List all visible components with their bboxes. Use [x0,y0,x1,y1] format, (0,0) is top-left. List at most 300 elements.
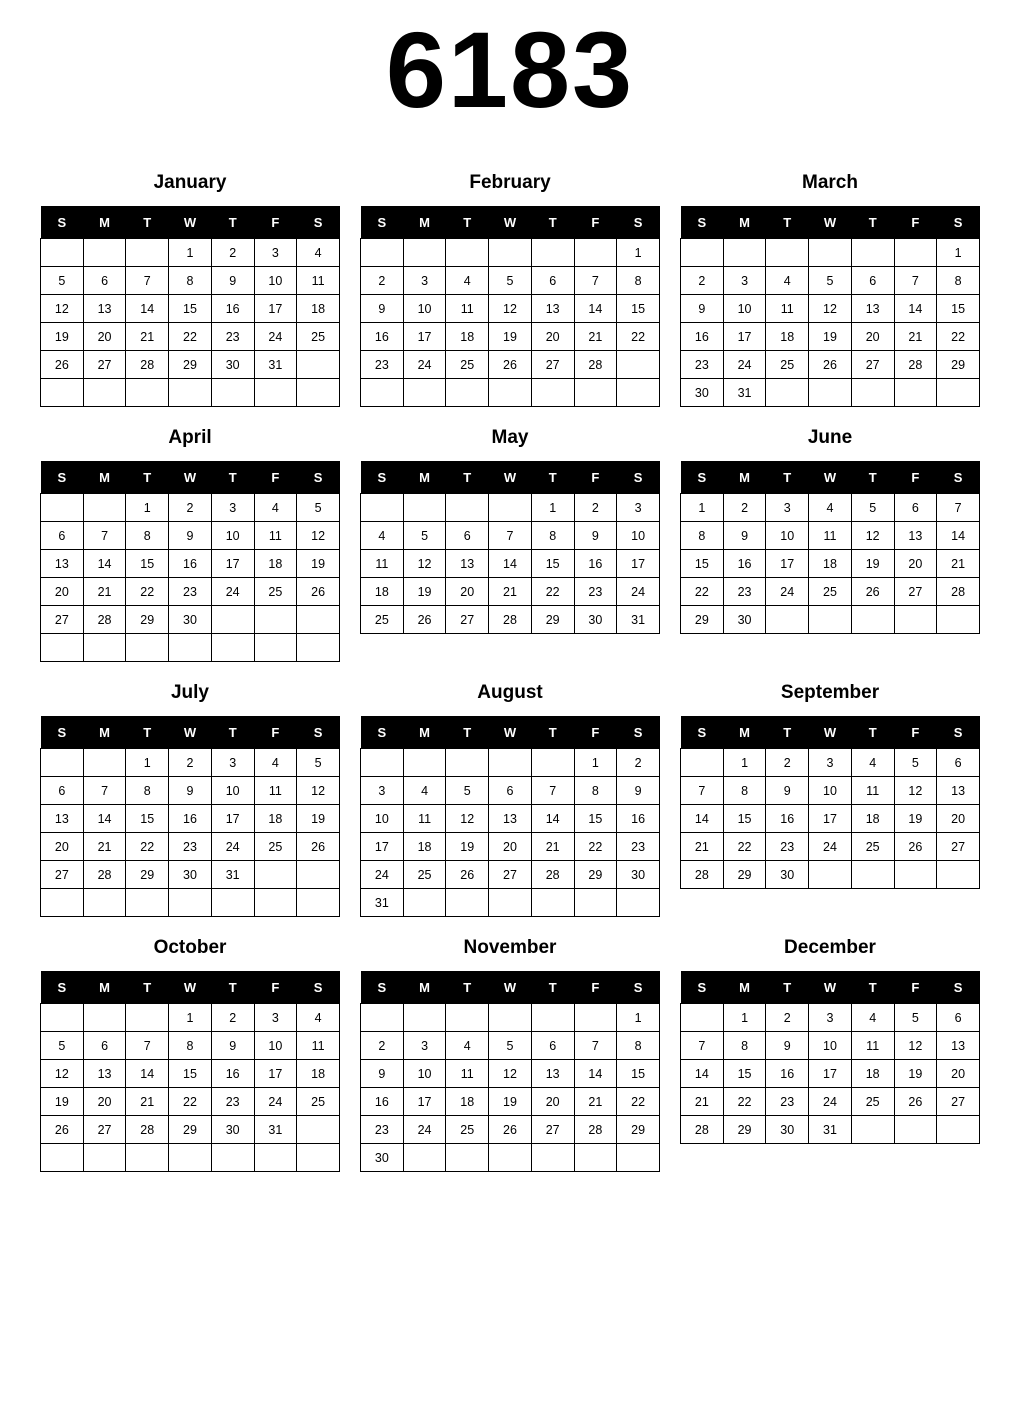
day-cell[interactable]: 13 [41,805,84,833]
day-cell[interactable]: 23 [211,323,254,351]
day-cell[interactable]: 13 [894,522,937,550]
day-cell[interactable]: 1 [574,749,617,777]
day-cell[interactable]: 11 [809,522,852,550]
day-cell[interactable]: 18 [361,578,404,606]
day-cell[interactable]: 1 [723,749,766,777]
day-cell[interactable]: 2 [617,749,660,777]
day-cell[interactable]: 28 [83,861,126,889]
day-cell[interactable]: 27 [83,351,126,379]
day-cell[interactable]: 24 [361,861,404,889]
day-cell[interactable]: 13 [83,1060,126,1088]
day-cell[interactable]: 26 [297,578,340,606]
day-cell[interactable]: 15 [723,805,766,833]
day-cell[interactable]: 5 [41,267,84,295]
day-cell[interactable]: 16 [766,1060,809,1088]
day-cell[interactable]: 5 [894,1004,937,1032]
day-cell[interactable]: 7 [126,267,169,295]
day-cell[interactable]: 5 [297,749,340,777]
day-cell[interactable]: 18 [403,833,446,861]
day-cell[interactable]: 1 [617,239,660,267]
day-cell[interactable]: 24 [809,1088,852,1116]
day-cell[interactable]: 9 [766,1032,809,1060]
day-cell[interactable]: 16 [361,323,404,351]
day-cell[interactable]: 1 [126,494,169,522]
day-cell[interactable]: 1 [126,749,169,777]
day-cell[interactable]: 8 [126,777,169,805]
day-cell[interactable]: 21 [489,578,532,606]
day-cell[interactable]: 8 [531,522,574,550]
day-cell[interactable]: 13 [937,1032,980,1060]
day-cell[interactable]: 18 [446,323,489,351]
day-cell[interactable]: 21 [83,578,126,606]
day-cell[interactable]: 25 [403,861,446,889]
day-cell[interactable]: 16 [723,550,766,578]
day-cell[interactable]: 19 [403,578,446,606]
day-cell[interactable]: 5 [489,267,532,295]
day-cell[interactable]: 14 [83,550,126,578]
day-cell[interactable]: 4 [254,494,297,522]
day-cell[interactable]: 25 [446,351,489,379]
day-cell[interactable]: 13 [446,550,489,578]
day-cell[interactable]: 5 [809,267,852,295]
day-cell[interactable]: 10 [211,777,254,805]
day-cell[interactable]: 20 [41,578,84,606]
day-cell[interactable]: 28 [126,1116,169,1144]
day-cell[interactable]: 4 [851,749,894,777]
day-cell[interactable]: 28 [83,606,126,634]
day-cell[interactable]: 18 [851,805,894,833]
day-cell[interactable]: 15 [574,805,617,833]
day-cell[interactable]: 18 [809,550,852,578]
day-cell[interactable]: 1 [937,239,980,267]
day-cell[interactable]: 6 [446,522,489,550]
day-cell[interactable]: 27 [446,606,489,634]
day-cell[interactable]: 21 [574,323,617,351]
day-cell[interactable]: 14 [937,522,980,550]
day-cell[interactable]: 17 [617,550,660,578]
day-cell[interactable]: 11 [297,1032,340,1060]
day-cell[interactable]: 16 [617,805,660,833]
day-cell[interactable]: 18 [766,323,809,351]
day-cell[interactable]: 3 [809,749,852,777]
day-cell[interactable]: 11 [446,295,489,323]
day-cell[interactable]: 22 [126,833,169,861]
day-cell[interactable]: 7 [574,267,617,295]
day-cell[interactable]: 29 [617,1116,660,1144]
day-cell[interactable]: 6 [41,777,84,805]
day-cell[interactable]: 6 [851,267,894,295]
day-cell[interactable]: 24 [254,1088,297,1116]
day-cell[interactable]: 16 [211,1060,254,1088]
day-cell[interactable]: 2 [766,749,809,777]
day-cell[interactable]: 9 [766,777,809,805]
day-cell[interactable]: 31 [254,351,297,379]
day-cell[interactable]: 11 [851,1032,894,1060]
day-cell[interactable]: 4 [446,267,489,295]
day-cell[interactable]: 15 [126,550,169,578]
day-cell[interactable]: 1 [723,1004,766,1032]
day-cell[interactable]: 29 [723,1116,766,1144]
day-cell[interactable]: 28 [937,578,980,606]
day-cell[interactable]: 28 [574,351,617,379]
day-cell[interactable]: 17 [723,323,766,351]
day-cell[interactable]: 12 [41,295,84,323]
day-cell[interactable]: 25 [851,1088,894,1116]
day-cell[interactable]: 28 [894,351,937,379]
day-cell[interactable]: 8 [126,522,169,550]
day-cell[interactable]: 17 [211,805,254,833]
day-cell[interactable]: 16 [361,1088,404,1116]
day-cell[interactable]: 2 [723,494,766,522]
day-cell[interactable]: 23 [169,833,212,861]
day-cell[interactable]: 3 [211,494,254,522]
day-cell[interactable]: 24 [766,578,809,606]
day-cell[interactable]: 30 [574,606,617,634]
day-cell[interactable]: 29 [169,1116,212,1144]
day-cell[interactable]: 27 [937,1088,980,1116]
day-cell[interactable]: 9 [169,522,212,550]
day-cell[interactable]: 25 [297,323,340,351]
day-cell[interactable]: 5 [851,494,894,522]
day-cell[interactable]: 11 [851,777,894,805]
day-cell[interactable]: 12 [403,550,446,578]
day-cell[interactable]: 24 [403,1116,446,1144]
day-cell[interactable]: 16 [169,805,212,833]
day-cell[interactable]: 2 [169,749,212,777]
day-cell[interactable]: 2 [211,1004,254,1032]
day-cell[interactable]: 27 [851,351,894,379]
day-cell[interactable]: 30 [617,861,660,889]
day-cell[interactable]: 27 [41,861,84,889]
day-cell[interactable]: 5 [489,1032,532,1060]
day-cell[interactable]: 9 [169,777,212,805]
day-cell[interactable]: 24 [254,323,297,351]
day-cell[interactable]: 26 [489,351,532,379]
day-cell[interactable]: 2 [766,1004,809,1032]
day-cell[interactable]: 6 [83,1032,126,1060]
day-cell[interactable]: 24 [211,833,254,861]
day-cell[interactable]: 6 [489,777,532,805]
day-cell[interactable]: 25 [809,578,852,606]
day-cell[interactable]: 17 [254,1060,297,1088]
day-cell[interactable]: 21 [126,1088,169,1116]
day-cell[interactable]: 30 [169,861,212,889]
day-cell[interactable]: 21 [83,833,126,861]
day-cell[interactable]: 18 [446,1088,489,1116]
day-cell[interactable]: 9 [574,522,617,550]
day-cell[interactable]: 7 [489,522,532,550]
day-cell[interactable]: 7 [894,267,937,295]
day-cell[interactable]: 3 [211,749,254,777]
day-cell[interactable]: 6 [83,267,126,295]
day-cell[interactable]: 21 [894,323,937,351]
day-cell[interactable]: 14 [681,805,724,833]
day-cell[interactable]: 31 [809,1116,852,1144]
day-cell[interactable]: 16 [766,805,809,833]
day-cell[interactable]: 31 [723,379,766,407]
day-cell[interactable]: 14 [531,805,574,833]
day-cell[interactable]: 13 [851,295,894,323]
day-cell[interactable]: 3 [723,267,766,295]
day-cell[interactable]: 24 [723,351,766,379]
day-cell[interactable]: 22 [574,833,617,861]
day-cell[interactable]: 27 [531,1116,574,1144]
day-cell[interactable]: 7 [681,1032,724,1060]
day-cell[interactable]: 23 [169,578,212,606]
day-cell[interactable]: 11 [446,1060,489,1088]
day-cell[interactable]: 20 [894,550,937,578]
day-cell[interactable]: 10 [361,805,404,833]
day-cell[interactable]: 28 [681,861,724,889]
day-cell[interactable]: 7 [126,1032,169,1060]
day-cell[interactable]: 2 [361,267,404,295]
day-cell[interactable]: 21 [681,1088,724,1116]
day-cell[interactable]: 26 [489,1116,532,1144]
day-cell[interactable]: 14 [83,805,126,833]
day-cell[interactable]: 9 [211,267,254,295]
day-cell[interactable]: 12 [809,295,852,323]
day-cell[interactable]: 11 [254,777,297,805]
day-cell[interactable]: 5 [446,777,489,805]
day-cell[interactable]: 25 [446,1116,489,1144]
day-cell[interactable]: 8 [617,267,660,295]
day-cell[interactable]: 9 [361,295,404,323]
day-cell[interactable]: 2 [169,494,212,522]
day-cell[interactable]: 10 [617,522,660,550]
day-cell[interactable]: 4 [446,1032,489,1060]
day-cell[interactable]: 18 [254,550,297,578]
day-cell[interactable]: 29 [126,861,169,889]
day-cell[interactable]: 20 [851,323,894,351]
day-cell[interactable]: 23 [766,1088,809,1116]
day-cell[interactable]: 29 [723,861,766,889]
day-cell[interactable]: 1 [169,239,212,267]
day-cell[interactable]: 4 [766,267,809,295]
day-cell[interactable]: 18 [297,295,340,323]
day-cell[interactable]: 20 [83,1088,126,1116]
day-cell[interactable]: 22 [723,833,766,861]
day-cell[interactable]: 11 [766,295,809,323]
day-cell[interactable]: 14 [126,295,169,323]
day-cell[interactable]: 14 [489,550,532,578]
day-cell[interactable]: 27 [937,833,980,861]
day-cell[interactable]: 6 [41,522,84,550]
day-cell[interactable]: 15 [681,550,724,578]
day-cell[interactable]: 14 [894,295,937,323]
day-cell[interactable]: 31 [211,861,254,889]
day-cell[interactable]: 14 [126,1060,169,1088]
day-cell[interactable]: 6 [937,1004,980,1032]
day-cell[interactable]: 15 [617,295,660,323]
day-cell[interactable]: 2 [211,239,254,267]
day-cell[interactable]: 11 [254,522,297,550]
day-cell[interactable]: 7 [83,522,126,550]
day-cell[interactable]: 11 [297,267,340,295]
day-cell[interactable]: 1 [617,1004,660,1032]
day-cell[interactable]: 10 [809,1032,852,1060]
day-cell[interactable]: 5 [297,494,340,522]
day-cell[interactable]: 25 [254,578,297,606]
day-cell[interactable]: 29 [937,351,980,379]
day-cell[interactable]: 4 [851,1004,894,1032]
day-cell[interactable]: 27 [83,1116,126,1144]
day-cell[interactable]: 19 [851,550,894,578]
day-cell[interactable]: 21 [574,1088,617,1116]
day-cell[interactable]: 26 [297,833,340,861]
day-cell[interactable]: 17 [809,1060,852,1088]
day-cell[interactable]: 7 [681,777,724,805]
day-cell[interactable]: 3 [254,1004,297,1032]
day-cell[interactable]: 10 [211,522,254,550]
day-cell[interactable]: 25 [851,833,894,861]
day-cell[interactable]: 7 [574,1032,617,1060]
day-cell[interactable]: 16 [681,323,724,351]
day-cell[interactable]: 13 [41,550,84,578]
day-cell[interactable]: 10 [766,522,809,550]
day-cell[interactable]: 31 [361,889,404,917]
day-cell[interactable]: 1 [169,1004,212,1032]
day-cell[interactable]: 17 [361,833,404,861]
day-cell[interactable]: 23 [723,578,766,606]
day-cell[interactable]: 8 [169,267,212,295]
day-cell[interactable]: 6 [894,494,937,522]
day-cell[interactable]: 3 [403,267,446,295]
day-cell[interactable]: 7 [937,494,980,522]
day-cell[interactable]: 15 [531,550,574,578]
day-cell[interactable]: 21 [681,833,724,861]
day-cell[interactable]: 12 [446,805,489,833]
day-cell[interactable]: 20 [41,833,84,861]
day-cell[interactable]: 12 [489,295,532,323]
day-cell[interactable]: 14 [574,295,617,323]
day-cell[interactable]: 18 [851,1060,894,1088]
day-cell[interactable]: 24 [617,578,660,606]
day-cell[interactable]: 4 [297,239,340,267]
day-cell[interactable]: 14 [681,1060,724,1088]
day-cell[interactable]: 18 [254,805,297,833]
day-cell[interactable]: 4 [297,1004,340,1032]
day-cell[interactable]: 24 [403,351,446,379]
day-cell[interactable]: 28 [681,1116,724,1144]
day-cell[interactable]: 7 [83,777,126,805]
day-cell[interactable]: 3 [617,494,660,522]
day-cell[interactable]: 3 [254,239,297,267]
day-cell[interactable]: 23 [361,351,404,379]
day-cell[interactable]: 22 [169,1088,212,1116]
day-cell[interactable]: 22 [937,323,980,351]
day-cell[interactable]: 10 [254,1032,297,1060]
day-cell[interactable]: 8 [574,777,617,805]
day-cell[interactable]: 29 [531,606,574,634]
day-cell[interactable]: 4 [361,522,404,550]
day-cell[interactable]: 11 [361,550,404,578]
day-cell[interactable]: 18 [297,1060,340,1088]
day-cell[interactable]: 19 [41,1088,84,1116]
day-cell[interactable]: 29 [681,606,724,634]
day-cell[interactable]: 8 [617,1032,660,1060]
day-cell[interactable]: 1 [681,494,724,522]
day-cell[interactable]: 19 [446,833,489,861]
day-cell[interactable]: 25 [297,1088,340,1116]
day-cell[interactable]: 22 [681,578,724,606]
day-cell[interactable]: 19 [41,323,84,351]
day-cell[interactable]: 20 [83,323,126,351]
day-cell[interactable]: 9 [211,1032,254,1060]
day-cell[interactable]: 19 [894,1060,937,1088]
day-cell[interactable]: 28 [531,861,574,889]
day-cell[interactable]: 16 [169,550,212,578]
day-cell[interactable]: 30 [766,1116,809,1144]
day-cell[interactable]: 16 [211,295,254,323]
day-cell[interactable]: 2 [574,494,617,522]
day-cell[interactable]: 27 [41,606,84,634]
day-cell[interactable]: 20 [531,323,574,351]
day-cell[interactable]: 3 [361,777,404,805]
day-cell[interactable]: 19 [489,323,532,351]
day-cell[interactable]: 23 [574,578,617,606]
day-cell[interactable]: 17 [403,1088,446,1116]
day-cell[interactable]: 17 [809,805,852,833]
day-cell[interactable]: 29 [574,861,617,889]
day-cell[interactable]: 29 [169,351,212,379]
day-cell[interactable]: 9 [361,1060,404,1088]
day-cell[interactable]: 31 [254,1116,297,1144]
day-cell[interactable]: 26 [41,1116,84,1144]
day-cell[interactable]: 12 [41,1060,84,1088]
day-cell[interactable]: 12 [489,1060,532,1088]
day-cell[interactable]: 30 [361,1144,404,1172]
day-cell[interactable]: 21 [937,550,980,578]
day-cell[interactable]: 22 [126,578,169,606]
day-cell[interactable]: 13 [531,1060,574,1088]
day-cell[interactable]: 15 [126,805,169,833]
day-cell[interactable]: 20 [937,1060,980,1088]
day-cell[interactable]: 19 [809,323,852,351]
day-cell[interactable]: 12 [894,1032,937,1060]
day-cell[interactable]: 26 [41,351,84,379]
day-cell[interactable]: 23 [766,833,809,861]
day-cell[interactable]: 2 [361,1032,404,1060]
day-cell[interactable]: 15 [169,295,212,323]
day-cell[interactable]: 20 [937,805,980,833]
day-cell[interactable]: 11 [403,805,446,833]
day-cell[interactable]: 22 [723,1088,766,1116]
day-cell[interactable]: 6 [531,1032,574,1060]
day-cell[interactable]: 28 [126,351,169,379]
day-cell[interactable]: 15 [723,1060,766,1088]
day-cell[interactable]: 26 [894,833,937,861]
day-cell[interactable]: 28 [574,1116,617,1144]
day-cell[interactable]: 4 [254,749,297,777]
day-cell[interactable]: 8 [681,522,724,550]
day-cell[interactable]: 25 [361,606,404,634]
day-cell[interactable]: 13 [489,805,532,833]
day-cell[interactable]: 12 [297,777,340,805]
day-cell[interactable]: 22 [531,578,574,606]
day-cell[interactable]: 23 [211,1088,254,1116]
day-cell[interactable]: 30 [211,1116,254,1144]
day-cell[interactable]: 10 [403,295,446,323]
day-cell[interactable]: 5 [41,1032,84,1060]
day-cell[interactable]: 13 [531,295,574,323]
day-cell[interactable]: 4 [809,494,852,522]
day-cell[interactable]: 29 [126,606,169,634]
day-cell[interactable]: 27 [894,578,937,606]
day-cell[interactable]: 4 [403,777,446,805]
day-cell[interactable]: 1 [531,494,574,522]
day-cell[interactable]: 6 [531,267,574,295]
day-cell[interactable]: 8 [937,267,980,295]
